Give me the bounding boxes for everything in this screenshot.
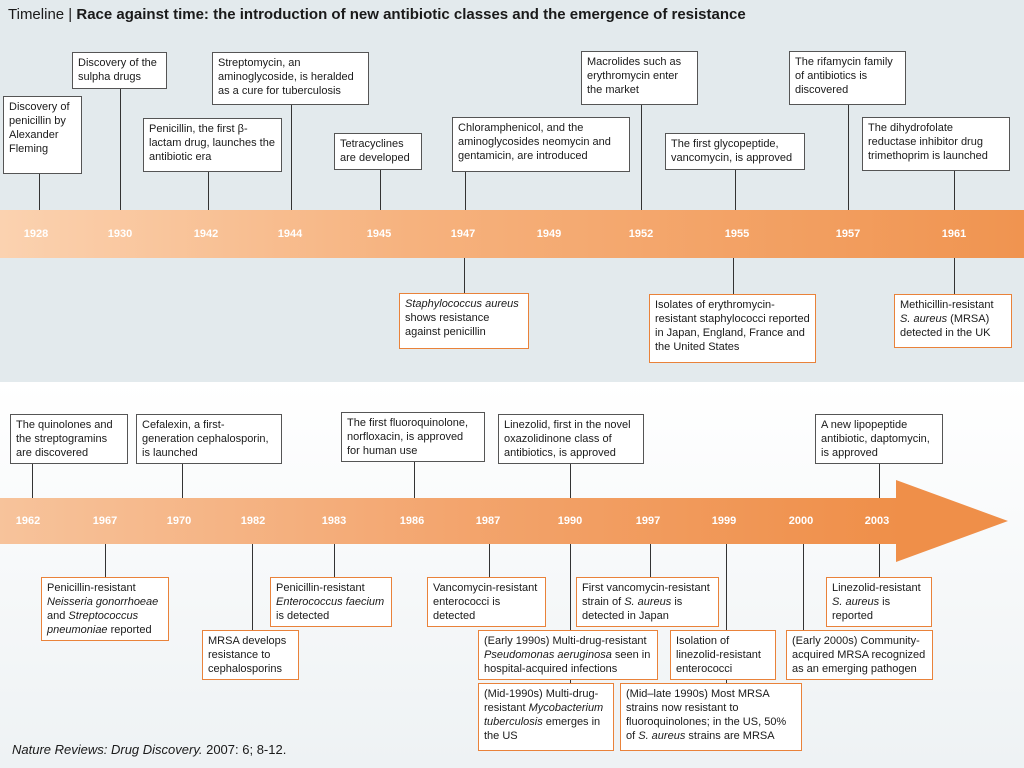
resistance-event-box: (Mid-1990s) Multi-drug-resistant Mycobacterium tuberculosis emerges in the US xyxy=(478,683,614,751)
connector-line xyxy=(570,464,571,498)
year-label: 1997 xyxy=(635,515,661,527)
year-label: 1957 xyxy=(835,228,861,240)
connector-line xyxy=(650,544,651,577)
resistance-event-box: Isolates of erythromycin-resistant staphylococci reported in Japan, England, France and the United States xyxy=(649,294,816,363)
source-details: 2007: 6; 8-12. xyxy=(202,742,287,757)
resistance-event-box: MRSA develops resistance to cephalosporins xyxy=(202,630,299,680)
resistance-event-box: Methicillin-resistant S. aureus (MRSA) detected in the UK xyxy=(894,294,1012,348)
antibiotic-event-box: Tetracyclines are developed xyxy=(334,133,422,170)
resistance-event-box: Staphylococcus aureus shows resistance against penicillin xyxy=(399,293,529,349)
year-label: 1961 xyxy=(941,228,967,240)
resistance-event-box: (Early 1990s) Multi-drug-resistant Pseudomonas aeruginosa seen in hospital-acquired infections xyxy=(478,630,658,680)
connector-line xyxy=(954,258,955,294)
resistance-event-box: (Early 2000s) Community-acquired MRSA recognized as an emerging pathogen xyxy=(786,630,933,680)
connector-line xyxy=(641,105,642,210)
title-separator: | xyxy=(64,6,77,23)
connector-line xyxy=(182,464,183,498)
year-label: 1987 xyxy=(475,515,501,527)
connector-line xyxy=(879,464,880,498)
year-label: 1952 xyxy=(628,228,654,240)
connector-line xyxy=(464,258,465,293)
resistance-event-box: Isolation of linezolid-resistant enterococci xyxy=(670,630,776,680)
year-label: 1983 xyxy=(321,515,347,527)
year-label: 1999 xyxy=(711,515,737,527)
connector-line xyxy=(735,170,736,210)
connector-line xyxy=(803,544,804,630)
connector-line xyxy=(208,172,209,210)
connector-line xyxy=(489,544,490,577)
antibiotic-event-box: The quinolones and the streptogramins are discovered xyxy=(10,414,128,464)
year-label: 1982 xyxy=(240,515,266,527)
connector-line xyxy=(380,170,381,210)
year-label: 1947 xyxy=(450,228,476,240)
timeline-arrowhead xyxy=(896,480,1008,562)
connector-line xyxy=(465,172,466,210)
antibiotic-event-box: Macrolides such as erythromycin enter the market xyxy=(581,51,698,105)
connector-line xyxy=(414,462,415,498)
connector-line xyxy=(848,105,849,210)
title-label: Timeline xyxy=(8,6,65,23)
connector-line xyxy=(733,258,734,294)
antibiotic-event-box: The dihydrofolate reductase inhibitor drug trimethoprim is launched xyxy=(862,117,1010,171)
year-label: 2000 xyxy=(788,515,814,527)
year-label: 1970 xyxy=(166,515,192,527)
year-label: 1990 xyxy=(557,515,583,527)
resistance-event-box: (Mid–late 1990s) Most MRSA strains now resistant to fluoroquinolones; in the US, 50% of S. aureus strains are MRSA xyxy=(620,683,802,751)
antibiotic-event-box: Cefalexin, a first-generation cephalosporin, is launched xyxy=(136,414,282,464)
antibiotic-event-box: Streptomycin, an aminoglycoside, is heralded as a cure for tuberculosis xyxy=(212,52,369,105)
connector-line xyxy=(291,105,292,210)
antibiotic-event-box: The rifamycin family of antibiotics is discovered xyxy=(789,51,906,105)
connector-line xyxy=(879,544,880,577)
connector-line xyxy=(334,544,335,577)
year-label: 1986 xyxy=(399,515,425,527)
antibiotic-event-box: The first fluoroquinolone, norfloxacin, is approved for human use xyxy=(341,412,485,462)
timeline-band-top xyxy=(0,210,1024,258)
connector-line xyxy=(39,174,40,210)
antibiotic-event-box: Chloramphenicol, and the aminoglycosides neomycin and gentamicin, are introduced xyxy=(452,117,630,172)
resistance-event-box: Vancomycin-resistant enterococci is detected xyxy=(427,577,546,627)
year-label: 1928 xyxy=(23,228,49,240)
source-citation xyxy=(12,742,286,757)
source-journal: Nature Reviews: Drug Discovery. xyxy=(12,742,203,757)
connector-line xyxy=(570,544,571,630)
year-label: 1930 xyxy=(107,228,133,240)
antibiotic-event-box: A new lipopeptide antibiotic, daptomycin, is approved xyxy=(815,414,943,464)
antibiotic-event-box: The first glycopeptide, vancomycin, is approved xyxy=(665,133,805,170)
year-label: 1955 xyxy=(724,228,750,240)
year-label: 1942 xyxy=(193,228,219,240)
year-label: 1949 xyxy=(536,228,562,240)
antibiotic-event-box: Linezolid, first in the novel oxazolidinone class of antibiotics, is approved xyxy=(498,414,644,464)
year-label: 2003 xyxy=(864,515,890,527)
resistance-event-box: Penicillin-resistant Neisseria gonorrhoeae and Streptococcus pneumoniae reported xyxy=(41,577,169,641)
connector-line xyxy=(32,464,33,498)
resistance-event-box: First vancomycin-resistant strain of S. aureus is detected in Japan xyxy=(576,577,719,627)
timeline-band-bottom xyxy=(0,498,900,544)
year-label: 1945 xyxy=(366,228,392,240)
resistance-event-box: Penicillin-resistant Enterococcus faecium is detected xyxy=(270,577,392,627)
title-text: Race against time: the introduction of new antibiotic classes and the emergence of resistance xyxy=(76,6,746,23)
connector-line xyxy=(120,89,121,210)
year-label: 1962 xyxy=(15,515,41,527)
connector-line xyxy=(726,544,727,630)
antibiotic-event-box: Discovery of penicillin by Alexander Fleming xyxy=(3,96,82,174)
connector-line xyxy=(105,544,106,577)
connector-line xyxy=(252,544,253,630)
figure-title xyxy=(8,6,746,23)
year-label: 1944 xyxy=(277,228,303,240)
year-label: 1967 xyxy=(92,515,118,527)
antibiotic-event-box: Penicillin, the first β-lactam drug, launches the antibiotic era xyxy=(143,118,282,172)
antibiotic-event-box: Discovery of the sulpha drugs xyxy=(72,52,167,89)
resistance-event-box: Linezolid-resistant S. aureus is reported xyxy=(826,577,932,627)
connector-line xyxy=(954,171,955,210)
